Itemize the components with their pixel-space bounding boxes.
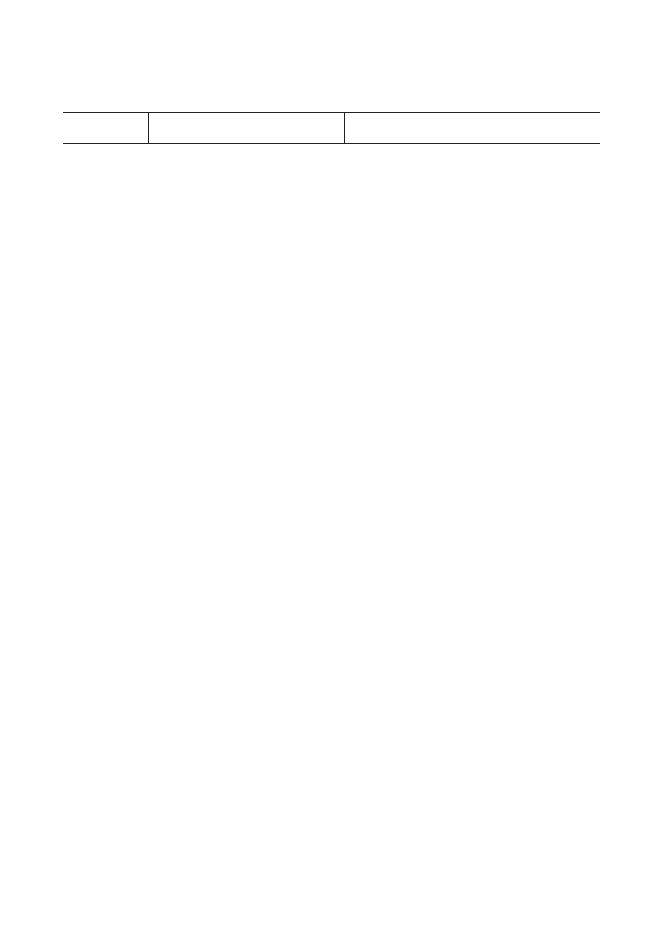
spacing-table [63, 112, 600, 144]
table-caption [63, 78, 600, 112]
head-width [148, 113, 344, 144]
page-content [63, 78, 600, 158]
head-group [63, 113, 148, 144]
head-zones [345, 113, 600, 144]
